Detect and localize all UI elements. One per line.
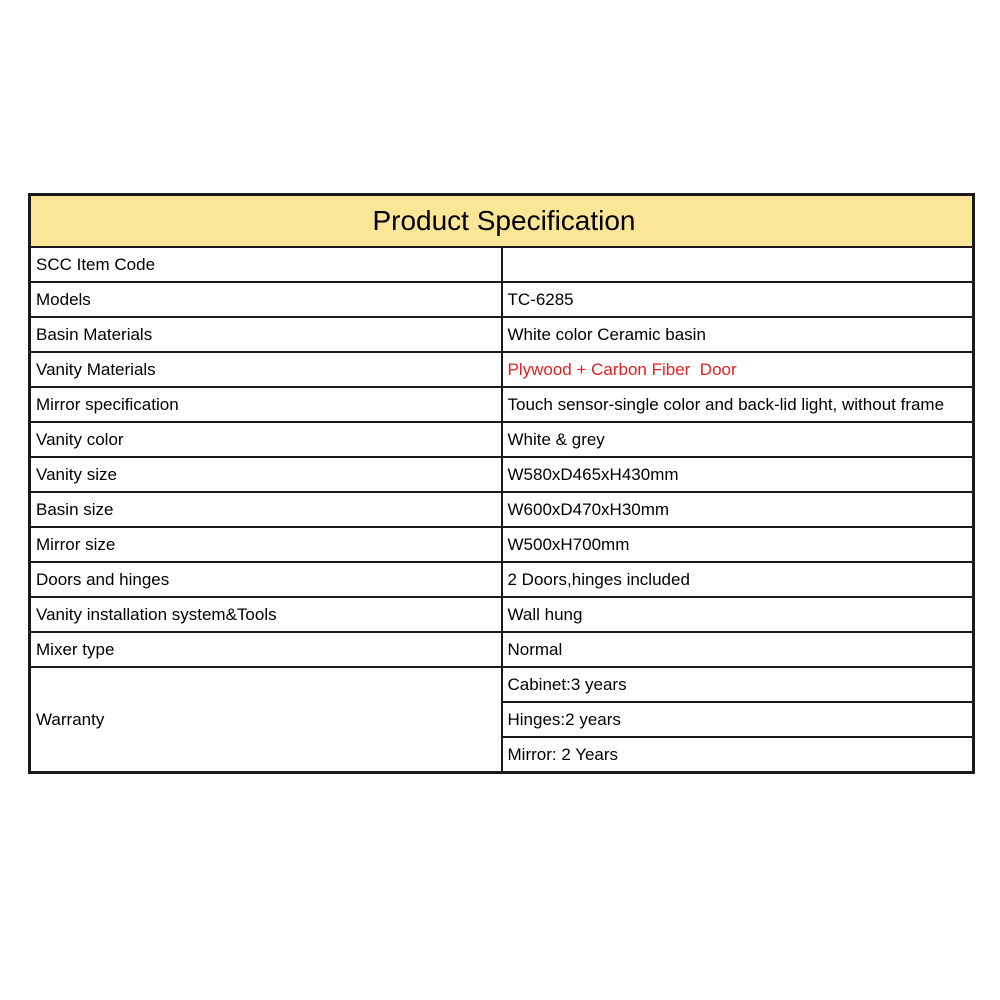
row-value: W580xD465xH430mm [502,457,974,492]
row-value: 2 Doors,hinges included [502,562,974,597]
warranty-value-hinges: Hinges:2 years [502,702,974,737]
row-label: SCC Item Code [30,247,502,282]
row-value: White color Ceramic basin [502,317,974,352]
row-label: Basin size [30,492,502,527]
row-value-highlighted: Plywood + Carbon Fiber Door [502,352,974,387]
table-row-scc-item-code [30,247,974,282]
table-row-mirror-specification [30,387,974,422]
row-label: Vanity color [30,422,502,457]
table-row-doors-and-hinges [30,562,974,597]
row-label: Models [30,282,502,317]
warranty-value-mirror: Mirror: 2 Years [502,737,974,773]
warranty-value-cabinet: Cabinet:3 years [502,667,974,702]
row-label: Mixer type [30,632,502,667]
row-label: Vanity Materials [30,352,502,387]
row-label: Vanity size [30,457,502,492]
row-value [502,247,974,282]
row-value: White & grey [502,422,974,457]
table-row-mirror-size [30,527,974,562]
table-header-row [30,195,974,248]
row-value: TC-6285 [502,282,974,317]
table-row-warranty [30,667,974,702]
table-title: Product Specification [30,195,974,248]
row-value: Touch sensor-single color and back-lid light, without frame [502,387,974,422]
table-row-basin-size [30,492,974,527]
row-label: Mirror specification [30,387,502,422]
row-label-warranty: Warranty [30,667,502,773]
row-label: Vanity installation system&Tools [30,597,502,632]
row-label: Basin Materials [30,317,502,352]
product-spec-table [28,193,975,774]
row-label: Doors and hinges [30,562,502,597]
row-value: Wall hung [502,597,974,632]
table-row-models [30,282,974,317]
row-value: Normal [502,632,974,667]
row-label: Mirror size [30,527,502,562]
table-row-vanity-color [30,422,974,457]
table-row-vanity-size [30,457,974,492]
row-value: W600xD470xH30mm [502,492,974,527]
table-row-basin-materials [30,317,974,352]
table-row-vanity-materials [30,352,974,387]
table-row-mixer-type [30,632,974,667]
table-row-vanity-installation [30,597,974,632]
row-value: W500xH700mm [502,527,974,562]
